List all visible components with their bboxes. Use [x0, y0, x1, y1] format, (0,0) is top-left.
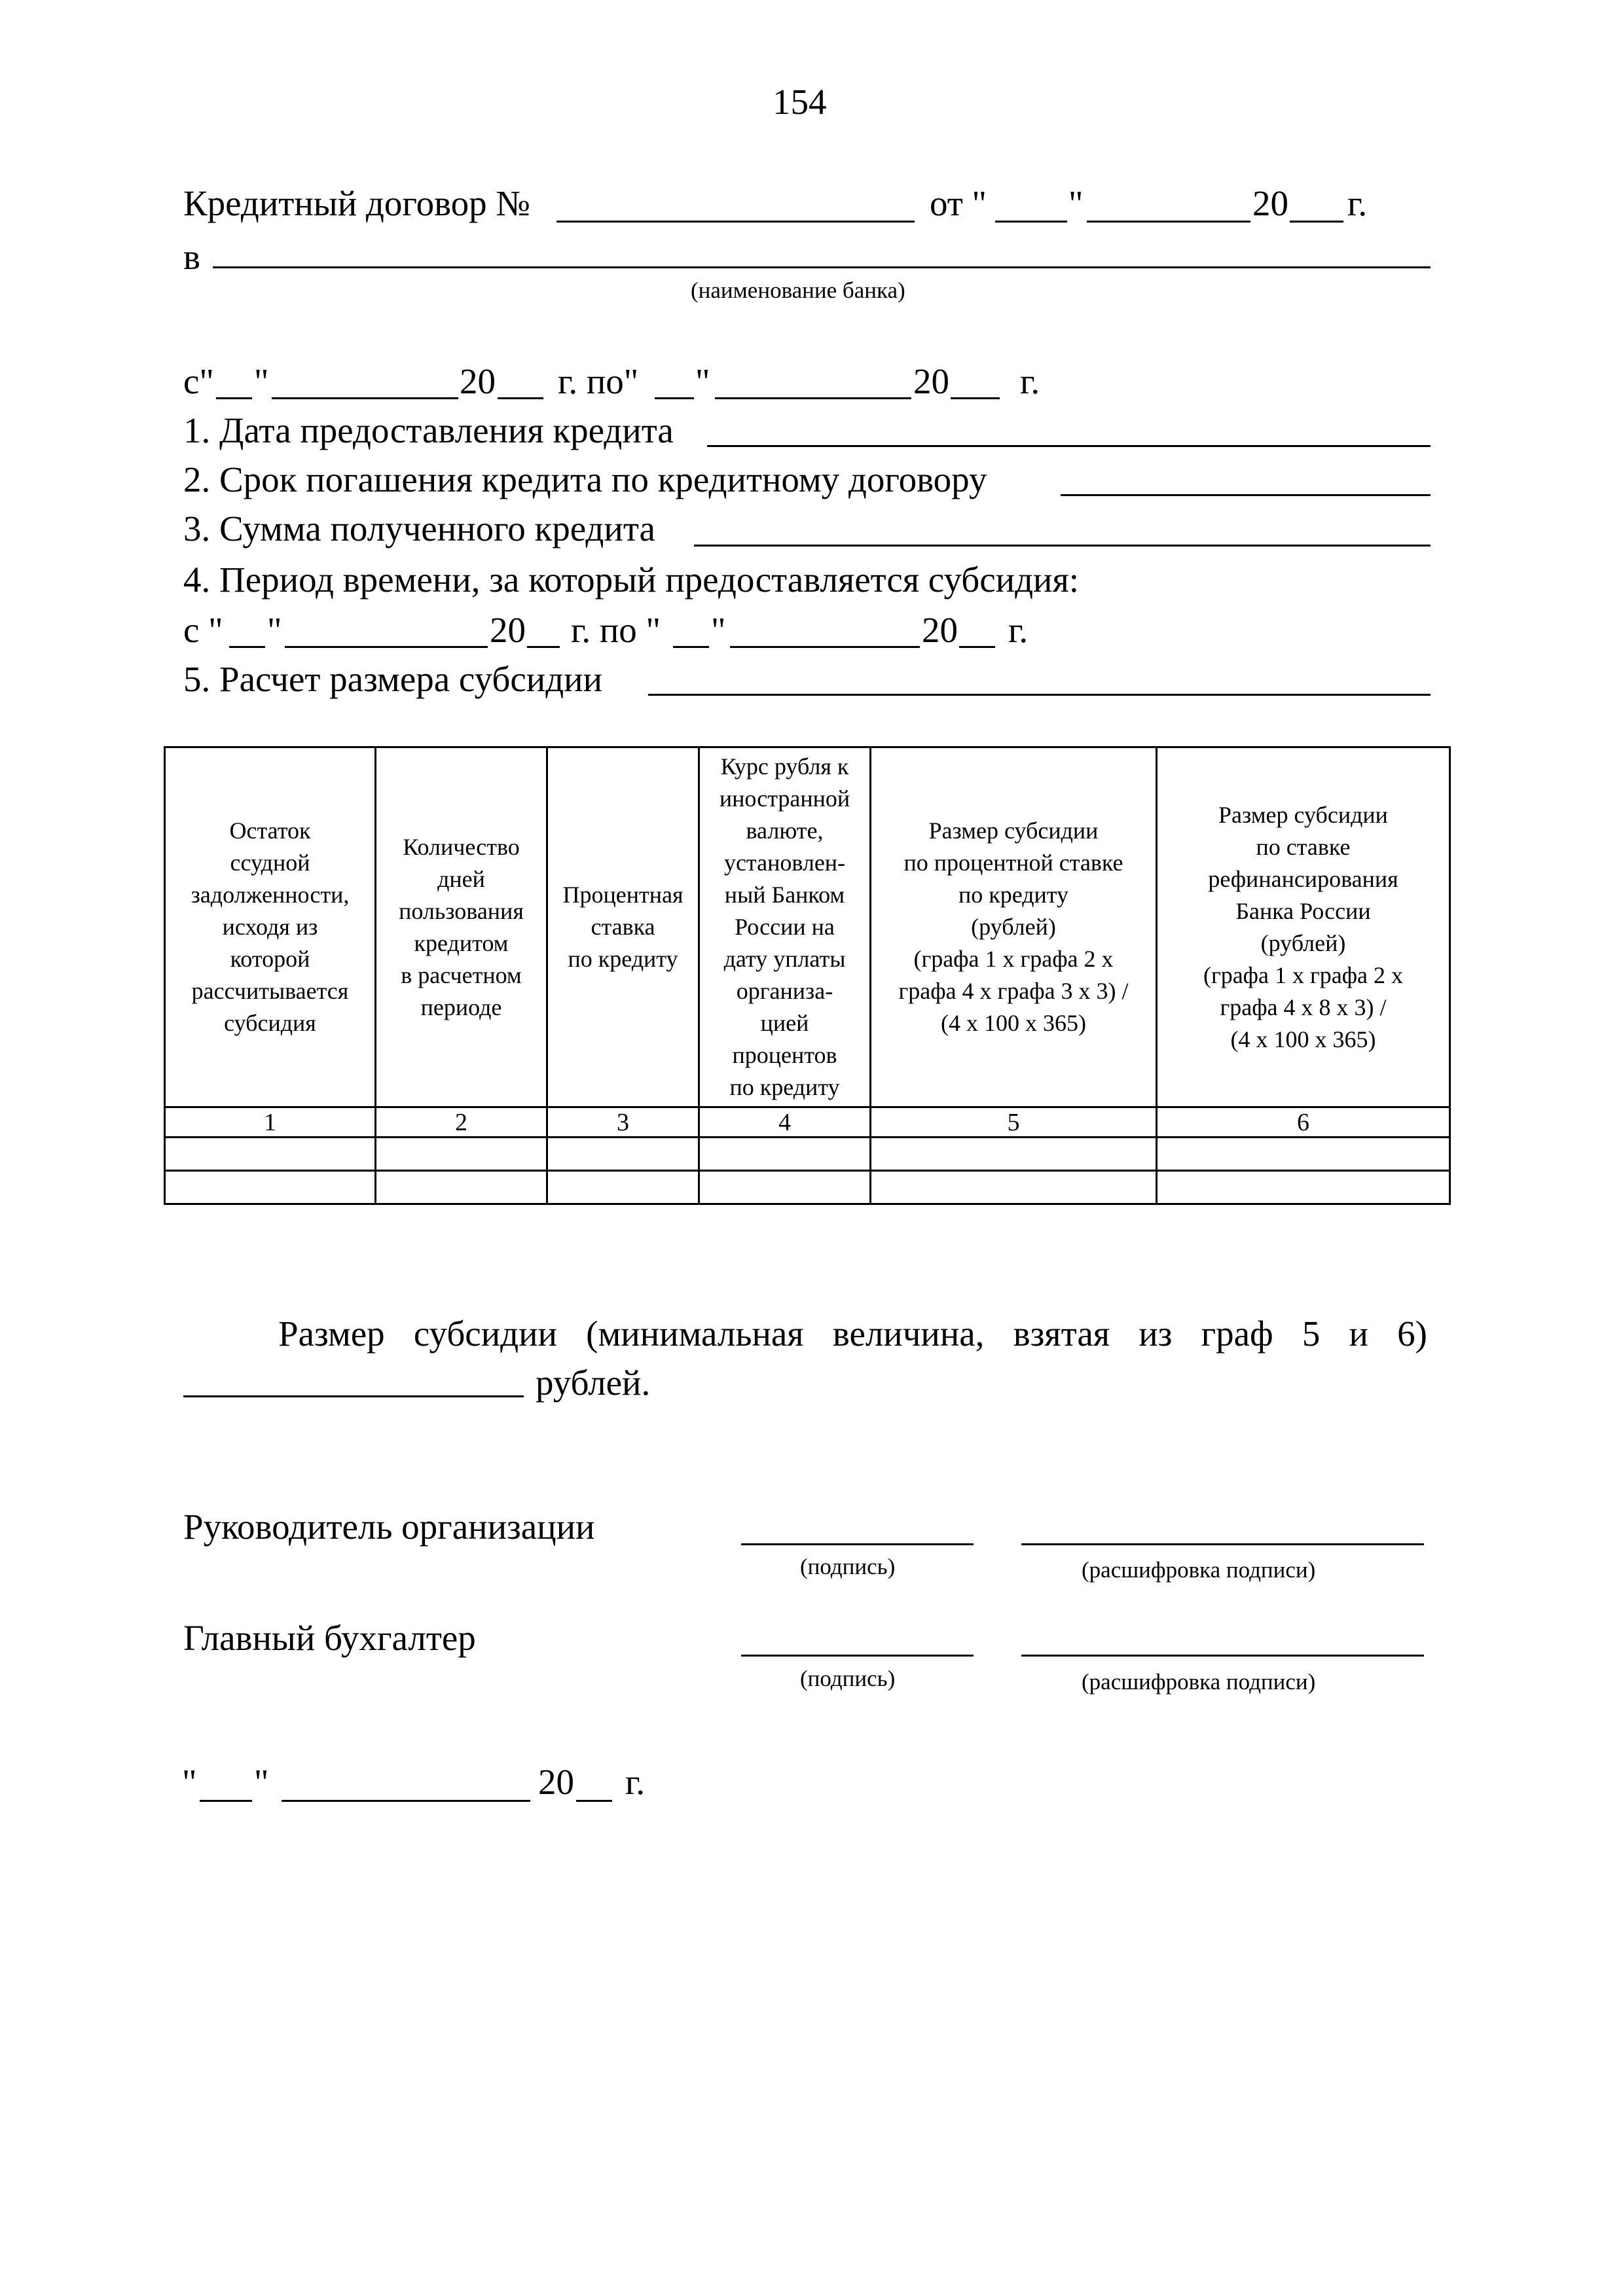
summary-amount-field[interactable] [183, 1395, 524, 1397]
item-4-from-open: с " [183, 610, 223, 650]
contract-quote-close: " [1068, 183, 1084, 223]
accountant-decoding-caption: (расшифровка подписи) [1082, 1669, 1316, 1695]
table-header-cell-1: Остаток ссудной задолженности, исходя из которой рассчитывается субсидия [165, 747, 376, 1107]
page-number: 154 [773, 82, 827, 122]
table-cell[interactable] [871, 1171, 1157, 1204]
table-header-cell-4: Курс рубля к иностранной валюте, установлен- ный Банком России на дату уплаты организа- цией процентов по кредиту [699, 747, 871, 1107]
contract-day-field[interactable] [995, 221, 1067, 223]
table-row [165, 1171, 1450, 1204]
contract-month-field[interactable] [1087, 221, 1250, 223]
item-4-to-close: " [711, 610, 726, 650]
head-signature-field[interactable] [741, 1543, 974, 1545]
period-from-open: с" [183, 361, 214, 401]
contract-year-field[interactable] [1290, 221, 1343, 223]
footer-month-field[interactable] [282, 1800, 530, 1802]
footer-day-field[interactable] [200, 1800, 252, 1802]
table-cell[interactable] [699, 1138, 871, 1171]
table-row [165, 1138, 1450, 1171]
table-cell[interactable] [547, 1138, 699, 1171]
period-from-close: " [254, 361, 269, 401]
period-to-day-field[interactable] [655, 397, 694, 399]
item-4-from-day-field[interactable] [229, 646, 265, 648]
table-cell[interactable] [547, 1171, 699, 1204]
item-2-label: 2. Срок погашения кредита по кредитному договору [183, 459, 987, 499]
table-column-number: 5 [871, 1107, 1157, 1138]
item-4-to-month-field[interactable] [730, 646, 920, 648]
period-year2: 20 [913, 361, 949, 401]
table-header-row [165, 747, 1450, 1107]
table-header-cell-5: Размер субсидии по процентной ставке по кредиту (рублей) (графа 1 х графа 2 х графа 4 х графа 3 х 3) / (4 х 100 х 365) [871, 747, 1157, 1107]
item-5-label: 5. Расчет размера субсидии [183, 659, 603, 699]
footer-year: 20 [538, 1762, 574, 1802]
contract-year-prefix: 20 [1252, 183, 1288, 223]
table-cell[interactable] [165, 1171, 376, 1204]
item-1-label: 1. Дата предоставления кредита [183, 410, 674, 450]
table-column-number: 1 [165, 1107, 376, 1138]
accountant-label: Главный бухгалтер [183, 1618, 476, 1658]
table-column-number: 2 [376, 1107, 547, 1138]
head-decoding-caption: (расшифровка подписи) [1082, 1557, 1316, 1583]
head-signature-caption: (подпись) [800, 1554, 896, 1579]
item-4-label: 4. Период времени, за который предоставляется субсидия: [183, 560, 1080, 600]
bank-prefix: в [183, 237, 200, 277]
table-header-cell-6: Размер субсидии по ставке рефинансирования Банка России (рублей) (графа 1 х графа 2 х графа 4 х 8 х 3) / (4 х 100 х 365) [1157, 747, 1450, 1107]
head-label: Руководитель организации [183, 1507, 595, 1547]
accountant-signature-field[interactable] [741, 1655, 974, 1657]
contract-label: Кредитный договор № [183, 183, 530, 223]
item-4-year2: 20 [922, 610, 958, 650]
table-column-number: 4 [699, 1107, 871, 1138]
contract-from-label: от " [930, 183, 987, 223]
item-1-field[interactable] [707, 445, 1431, 447]
footer-year-field[interactable] [576, 1800, 612, 1802]
item-4-to-label: г. по " [571, 610, 661, 650]
period-end: г. [1020, 361, 1040, 401]
period-from-month-field[interactable] [272, 397, 458, 399]
item-4-end: г. [1008, 610, 1029, 650]
period-from-day-field[interactable] [216, 397, 252, 399]
table-cell[interactable] [376, 1138, 547, 1171]
footer-quote-open: " [182, 1762, 197, 1802]
summary-text: Размер субсидии (минимальная величина, взятая из граф 5 и 6) [278, 1314, 1427, 1354]
period-to-label: г. по" [558, 361, 639, 401]
item-4-to-day-field[interactable] [673, 646, 709, 648]
table-header-cell-3: Процентная ставка по кредиту [547, 747, 699, 1107]
item-3-label: 3. Сумма полученного кредита [183, 509, 655, 548]
item-2-field[interactable] [1061, 494, 1431, 496]
accountant-signature-caption: (подпись) [800, 1666, 896, 1691]
contract-number-field[interactable] [556, 221, 915, 223]
period-from-year-field[interactable] [498, 397, 543, 399]
item-4-from-year-field[interactable] [527, 646, 560, 648]
table-header-cell-2: Количество дней пользования кредитом в расчетном периоде [376, 747, 547, 1107]
period-to-month-field[interactable] [715, 397, 911, 399]
item-4-year1: 20 [490, 610, 526, 650]
period-to-close: " [695, 361, 710, 401]
item-4-to-year-field[interactable] [959, 646, 995, 648]
item-4-from-close: " [267, 610, 282, 650]
footer-end: г. [625, 1762, 646, 1802]
table-cell[interactable] [1157, 1171, 1450, 1204]
table-cell[interactable] [699, 1171, 871, 1204]
bank-name-field[interactable] [213, 266, 1431, 268]
item-5-field[interactable] [648, 694, 1431, 696]
period-to-year-field[interactable] [951, 397, 1000, 399]
period-year1: 20 [460, 361, 496, 401]
table-cell[interactable] [165, 1138, 376, 1171]
summary-currency: рублей. [536, 1363, 651, 1403]
table-column-numbers-row [165, 1107, 1450, 1138]
footer-quote-close: " [254, 1762, 269, 1802]
table-column-number: 3 [547, 1107, 699, 1138]
subsidy-table [164, 746, 1451, 1205]
item-3-field[interactable] [694, 545, 1431, 547]
table-cell[interactable] [871, 1138, 1157, 1171]
table-column-number: 6 [1157, 1107, 1450, 1138]
bank-caption: (наименование банка) [691, 278, 905, 303]
head-decoding-field[interactable] [1021, 1543, 1424, 1545]
item-4-from-month-field[interactable] [285, 646, 488, 648]
accountant-decoding-field[interactable] [1021, 1655, 1424, 1657]
table-cell[interactable] [1157, 1138, 1450, 1171]
contract-year-suffix: г. [1347, 183, 1368, 223]
table-cell[interactable] [376, 1171, 547, 1204]
